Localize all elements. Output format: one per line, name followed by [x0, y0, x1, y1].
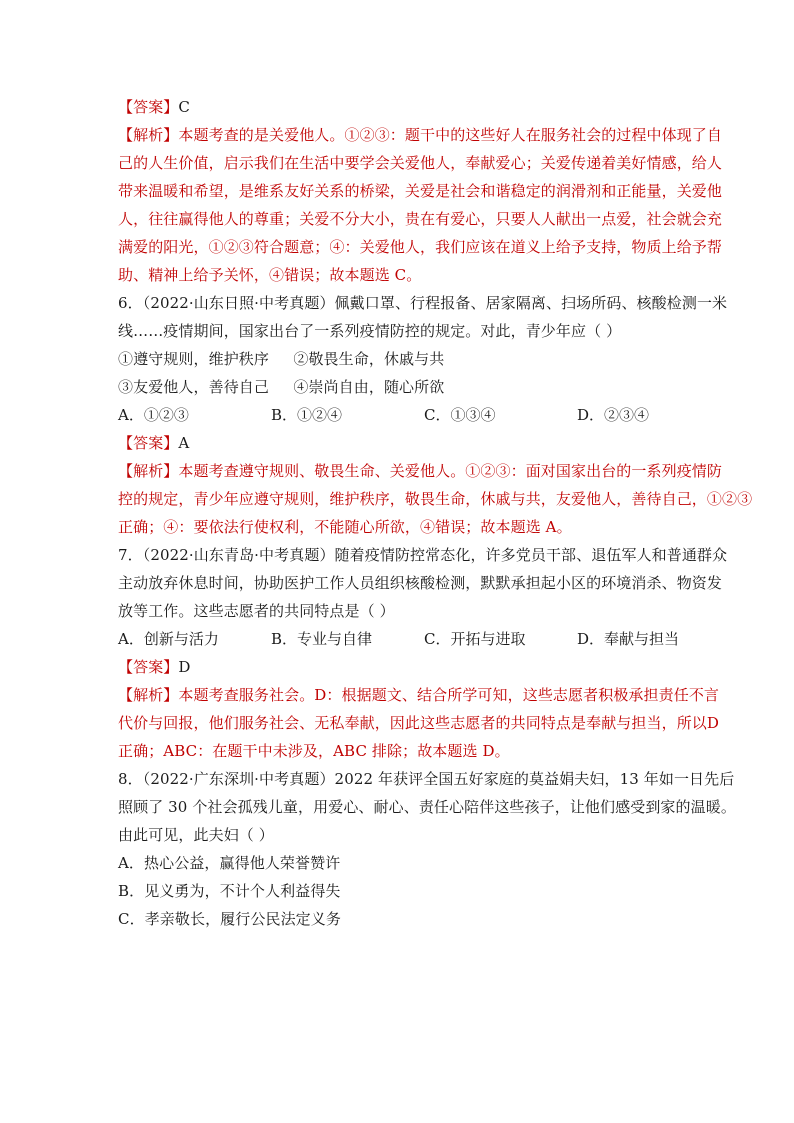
answer-tag: 【答案】: [118, 658, 179, 676]
question-stem: 照顾了 30 个社会孤残儿童，用爱心、耐心、责任心陪伴这些孩子，让他们感受到家的温暖。: [118, 798, 736, 816]
statement-line: ①遵守规则，维护秩序 ②敬畏生命，休戚与共: [118, 350, 445, 368]
option-c: C．①③④: [424, 406, 496, 424]
answer-tag: 【答案】: [118, 98, 179, 116]
question-stem: 6．（2022·山东日照·中考真题）佩戴口罩、行程报备、居家隔离、扫场所码、核酸检测一米: [118, 294, 728, 312]
option-a: A．①②③: [118, 406, 189, 424]
question-stem: 线……疫情期间，国家出台了一系列疫情防控的规定。对此，青少年应（ ）: [118, 322, 622, 340]
question-7: [118, 544, 728, 762]
analysis-line: 满爱的阳光，①②③符合题意；④：关爱他人，我们应该在道义上给予支持，物质上给予帮: [118, 238, 723, 256]
answer-line: [118, 432, 680, 454]
choice-a: A．热心公益，赢得他人荣誉赞许: [118, 854, 341, 872]
document-page: [118, 96, 753, 936]
choice-b: B．见义勇为，不计个人利益得失: [118, 882, 341, 900]
answer-line: [118, 96, 680, 118]
analysis-tag: 【解析】: [118, 462, 179, 480]
option-row: [118, 404, 680, 426]
question-stem: 7．（2022·山东青岛·中考真题）随着疫情防控常态化，许多党员干部、退伍军人和普通群众: [118, 546, 728, 564]
question-stem: 主动放弃休息时间，协助医护工作人员组织核酸检测，默默承担起小区的环境消杀、物资发: [118, 574, 723, 592]
answer-value: A: [178, 434, 190, 452]
analysis-line: 正确；ABC：在题干中未涉及，ABC 排除；故本题选 D。: [118, 742, 510, 760]
option-b: B．①②④: [271, 406, 343, 424]
analysis-line: 代价与回报，他们服务社会、无私奉献，因此这些志愿者的共同特点是奉献与担当，所以D: [118, 714, 720, 732]
analysis-line: 己的人生价值，启示我们在生活中要学会关爱他人，奉献爱心；关爱传递着美好情感，给人: [118, 154, 723, 172]
answer-block-5: [118, 96, 723, 286]
question-stem: 放等工作。这些志愿者的共同特点是（ ）: [118, 602, 395, 620]
analysis: [118, 460, 753, 538]
option-a: A．创新与活力: [118, 630, 219, 648]
question-6: [118, 292, 753, 538]
analysis-line: 助、精神上给予关怀，④错误；故本题选 C。: [118, 266, 422, 284]
answer-value: D: [178, 658, 191, 676]
analysis-line: 正确；④：要依法行使权利，不能随心所欲，④错误；故本题选 A。: [118, 518, 572, 536]
question-stem: 由此可见，此夫妇（ ）: [118, 826, 274, 844]
analysis-line: 【解析】本题考查的是关爱他人。①②③：题干中的这些好人在服务社会的过程中体现了自: [118, 126, 723, 144]
answer-tag: 【答案】: [118, 434, 179, 452]
option-row: [118, 628, 680, 650]
answer-value: C: [178, 98, 190, 116]
answer-line: [118, 656, 680, 678]
analysis-line: 【解析】本题考查遵守规则、敬畏生命、关爱他人。①②③：面对国家出台的一系列疫情防: [118, 462, 723, 480]
question-8: [118, 768, 736, 930]
question-stem: 8．（2022·广东深圳·中考真题）2022 年获评全国五好家庭的莫益娟夫妇，13 年如一日先后: [118, 770, 735, 788]
analysis-line: 带来温暖和希望，是维系友好关系的桥梁，关爱是社会和谐稳定的润滑剂和正能量，关爱他: [118, 182, 723, 200]
analysis: [118, 684, 720, 762]
analysis-line: 控的规定，青少年应遵守规则，维护秩序，敬畏生命，休戚与共，友爱他人，善待自己，①②③: [118, 490, 753, 508]
option-d: D．奉献与担当: [577, 630, 680, 648]
choice-c: C．孝亲敬长，履行公民法定义务: [118, 910, 341, 928]
analysis-tag: 【解析】: [118, 686, 179, 704]
analysis-tag: 【解析】: [118, 126, 179, 144]
option-b: B．专业与自律: [271, 630, 373, 648]
statement-line: ③友爱他人，善待自己 ④崇尚自由，随心所欲: [118, 378, 445, 396]
analysis: [118, 124, 723, 286]
option-c: C．开拓与进取: [424, 630, 526, 648]
option-d: D．②③④: [577, 406, 650, 424]
analysis-line: 【解析】本题考查服务社会。D：根据题文、结合所学可知，这些志愿者积极承担责任不言: [118, 686, 720, 704]
analysis-line: 人，往往赢得他人的尊重；关爱不分大小，贵在有爱心，只要人人献出一点爱，社会就会充: [118, 210, 723, 228]
